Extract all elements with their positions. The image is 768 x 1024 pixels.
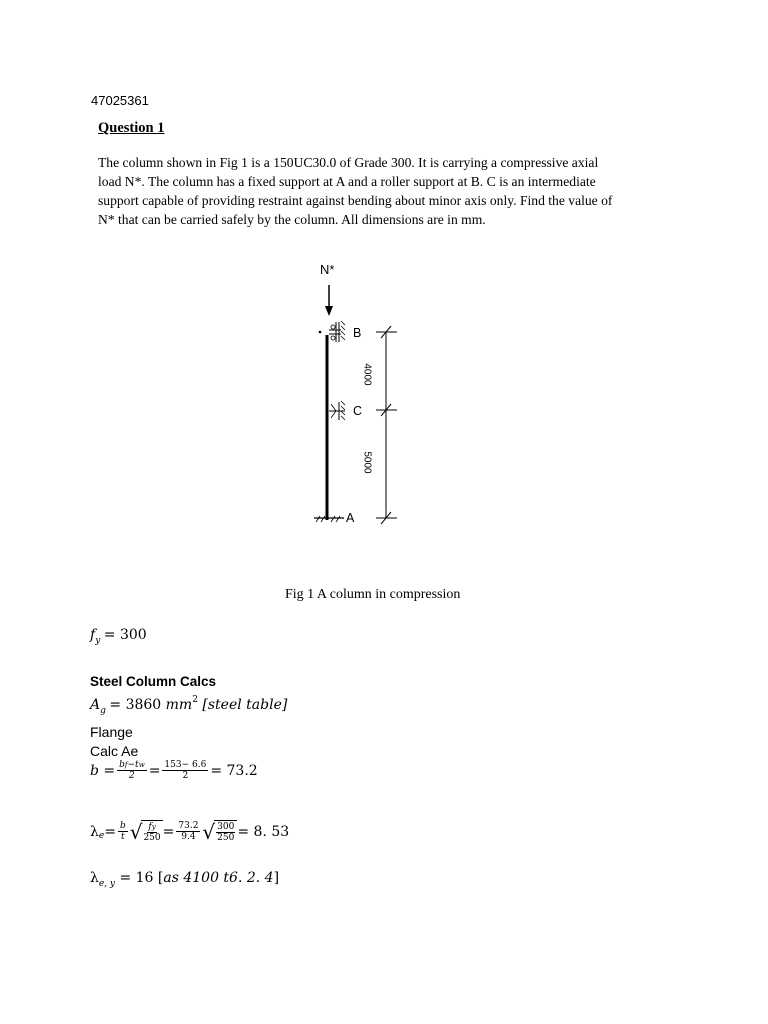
ag-note: [steel table]: [197, 697, 288, 713]
b-frac1-sub: f: [124, 761, 128, 769]
lambda-e-eq1: =: [104, 823, 116, 840]
lambda-e-result: = 8. 53: [237, 823, 290, 840]
lambda-e-r2-den: 250: [217, 833, 235, 843]
ag-equation: [90, 697, 287, 714]
b-result: = 73.2: [210, 762, 258, 779]
support-c-label: C: [353, 404, 363, 418]
lambda-e-symbol: λ: [90, 823, 99, 840]
flange-label: Flange: [90, 724, 133, 740]
document-id: 47025361: [91, 93, 149, 108]
ag-unit-exponent: 2: [192, 695, 198, 705]
b-eq-sign: =: [148, 762, 161, 779]
question-line-3: support capable of providing restraint against bending about minor axis only. Find the value of: [98, 193, 613, 208]
b-frac2-num: 153− 6.6: [164, 760, 207, 770]
lambda-e-f1-num: b: [119, 821, 126, 831]
lambda-e-sqrt-1: √ fy 250: [129, 819, 161, 844]
lambda-ey-symbol: λ: [90, 870, 99, 886]
lambda-ey-subscript: e, y: [98, 879, 116, 889]
lambda-e-subscript: e: [98, 830, 105, 841]
fy-subscript: y: [95, 636, 101, 646]
lambda-e-frac-1: [118, 821, 128, 842]
lambda-e-f1-den: t: [121, 832, 125, 842]
b-equation: [90, 760, 258, 781]
lambda-e-sqrt-2: √ $\frac{300}{250}$: [202, 820, 237, 843]
ag-value: = 3860: [109, 697, 166, 713]
b-frac1-sub2: w: [138, 761, 145, 769]
lambda-e-r2-num: 300: [217, 822, 235, 832]
lambda-e-f2-num: 73.2: [178, 821, 199, 831]
figure-caption: Fig 1 A column in compression: [285, 587, 461, 602]
question-line-4: N* that can be carried safely by the column. All dimensions are in mm.: [98, 212, 486, 227]
lambda-ey-close: ]: [273, 870, 280, 886]
question-title: Question 1: [98, 120, 165, 136]
support-b-label: B: [353, 326, 362, 340]
b-fraction-1: [117, 760, 147, 781]
b-lhs: b =: [90, 762, 116, 779]
fy-equation: [90, 627, 147, 644]
lambda-ey-equation: [90, 870, 279, 887]
question-line-1: The column shown in Fig 1 is a 150UC30.0 of Grade 300. It is carrying a compressive axial: [98, 155, 599, 170]
lambda-e-equation: [90, 820, 289, 843]
load-arrow-head: [325, 306, 333, 316]
fy-symbol: f: [90, 627, 96, 643]
intermediate-support-c: [329, 401, 345, 420]
ag-subscript: g: [100, 706, 106, 716]
dimension-label-upper: 4000: [361, 363, 373, 386]
b-frac1-num: b: [119, 760, 125, 770]
dimension-label-lower: 5000: [361, 451, 373, 474]
dimension-line: [376, 326, 397, 524]
ag-symbol: A: [90, 697, 101, 713]
b-frac1-rest: −t: [127, 760, 139, 770]
support-a-label: A: [346, 511, 355, 525]
lambda-e-frac-2: [176, 821, 200, 842]
lambda-e-f2-den: 9.4: [181, 832, 196, 842]
calc-ae-label: Calc Ae: [90, 743, 139, 759]
lambda-ey-value: = 16 [: [115, 870, 164, 886]
fixed-support-a: [314, 516, 344, 522]
ag-unit: mm: [165, 697, 193, 713]
load-label: N*: [320, 262, 335, 277]
question-line-2: load N*. The column has a fixed support at A and a roller support at B. C is an intermediate: [98, 174, 596, 189]
lambda-e-eq2: =: [162, 823, 175, 840]
lambda-e-r1-den: 250: [143, 833, 161, 843]
roller-support-b: [319, 321, 345, 342]
lambda-e-r1-sub: y: [151, 823, 156, 831]
calcs-heading: Steel Column Calcs: [90, 674, 217, 689]
fy-value: = 300: [103, 627, 147, 643]
b-fraction-2: [162, 760, 208, 781]
lambda-ey-reference: as 4100 t6. 2. 4: [163, 870, 274, 886]
lambda-e-r1-num: f: [148, 822, 152, 832]
b-frac2-den: 2: [182, 771, 189, 781]
b-frac1-den: 2: [129, 771, 135, 781]
